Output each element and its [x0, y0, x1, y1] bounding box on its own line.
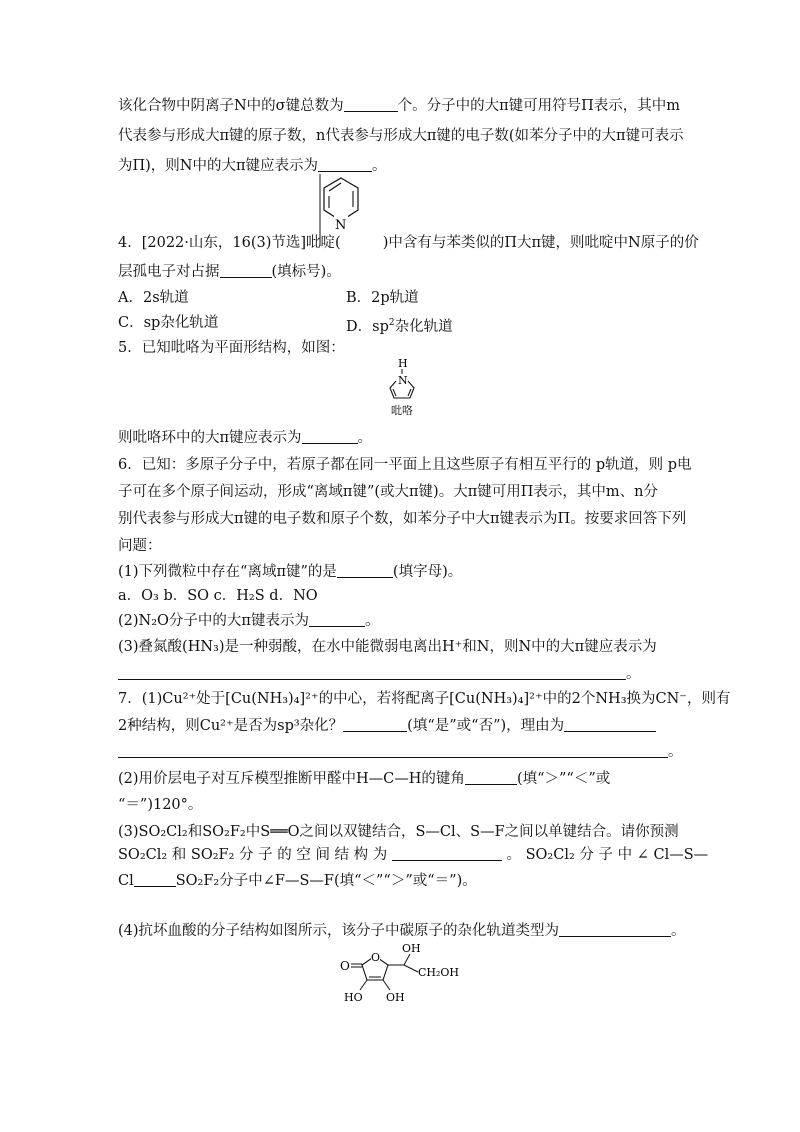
q4-option-a: A．2s轨道	[118, 290, 189, 306]
pyridine-n-label: N	[335, 218, 347, 233]
answer-blank[interactable]	[318, 157, 372, 172]
answer-blank[interactable]	[559, 922, 671, 937]
q4-option-d	[346, 313, 453, 337]
q7-line-3	[118, 742, 683, 762]
q7-text: 2种结构，则Cu²⁺是否为sp³杂化？	[118, 718, 344, 734]
q4-option-d-text: 杂化轨道	[394, 318, 453, 335]
q7-sub-3-line-1: (3)SO₂Cl₂和SO₂F₂中S══O之间以双键结合，S—Cl、S—F之间以单键结合。请你预测	[118, 824, 679, 840]
q4-text: 层孤电子对占据	[118, 264, 220, 280]
q4-option-b: B．2p轨道	[346, 290, 419, 306]
answer-blank[interactable]	[344, 97, 398, 112]
q6-text: 。	[364, 613, 380, 629]
q4-text: 4．[2022·山东，16(3)节选]吡啶(	[118, 235, 341, 251]
q5-line-2	[118, 428, 372, 448]
q5-line-1: 5．已知吡咯为平面形结构，如图：	[118, 340, 345, 356]
answer-blank[interactable]	[220, 263, 272, 278]
q6-sub-2	[118, 611, 379, 631]
ascorbic-acid-structure	[338, 942, 468, 1008]
q6-choices: a．O₃ b．SO c．H₂S d．NO	[118, 588, 318, 604]
pyrrole-h-label: H	[398, 357, 408, 370]
q6-line-4: 问题：	[118, 538, 162, 554]
ascorbic-carbonyl-o: O	[340, 959, 350, 973]
q3-line-1	[118, 96, 680, 116]
q7-text: (4)抗坏血酸的分子结构如图所示，该分子中碳原子的杂化轨道类型为	[118, 923, 560, 939]
q6-line-1: 6．已知：多原子分子中，若原子都在同一平面上且这些原子有相互平行的 p轨道，则 p电	[118, 457, 692, 473]
q7-text: 。	[668, 744, 683, 760]
q3-text: 。	[372, 158, 387, 174]
pyrrole-n-label: N	[398, 374, 408, 387]
q6-sub-1	[118, 562, 462, 582]
ascorbic-bond	[404, 965, 418, 972]
answer-blank[interactable]	[343, 717, 407, 732]
q7-sub-3-line-3	[118, 871, 477, 891]
q6-text: 。	[626, 666, 641, 682]
pyrrole-double-bond	[408, 389, 411, 396]
ascorbic-ring-o: O	[371, 951, 381, 964]
q4-option-d-sup: 2	[388, 318, 395, 328]
q6-line-3: 别代表参与形成大π键的电子数和原子个数，如苯分子中大π键表示为Π。按要求回答下列	[118, 511, 687, 527]
q7-text: (2)用价层电子对互斥模型推断甲醛中H—C—H的键角	[118, 771, 465, 787]
q4-text: (填标号)。	[271, 264, 341, 280]
answer-blank[interactable]	[309, 612, 365, 627]
q7-sub-3-line-2	[118, 845, 708, 865]
q6-text: (2)N₂O分子中的大π键表示为	[118, 613, 309, 629]
q7-sub-2	[118, 769, 610, 789]
ascorbic-ch2oh: CH₂OH	[418, 966, 460, 979]
q7-line-2	[118, 716, 656, 736]
q5-text: 。	[357, 430, 373, 446]
answer-blank[interactable]	[465, 770, 517, 785]
ascorbic-ho-left: HO	[344, 991, 363, 1004]
answer-blank[interactable]	[134, 872, 176, 887]
q3-text: 该化合物中阴离子N中的σ键总数为	[118, 98, 344, 114]
q7-text: (填“＞”“＜”或	[516, 771, 611, 787]
q4-option-c: C．sp杂化轨道	[118, 315, 219, 331]
q7-text: SO₂Cl₂ 和 SO₂F₂ 分 子 的 空 间 结 构 为	[118, 847, 388, 863]
answer-blank[interactable]	[392, 846, 502, 861]
q4-text: )中含有与苯类似的Π大π键，则吡啶中N原子的价	[382, 235, 699, 251]
q3-text: 为Π)，则N中的大π键应表示为	[118, 158, 319, 174]
q4-line-2	[118, 262, 341, 282]
ascorbic-bond	[404, 954, 410, 965]
q7-text: SO₂F₂分子中∠F—S—F(填“＜”“＞”或“＝”)。	[175, 873, 477, 889]
q7-text: 。	[671, 923, 686, 939]
answer-blank[interactable]	[337, 563, 393, 578]
q6-text: (1)下列微粒中存在“离域π键”的是	[118, 564, 337, 580]
ascorbic-bond	[360, 980, 367, 990]
q6-text: (填字母)。	[392, 564, 463, 580]
ascorbic-bond	[383, 980, 390, 990]
pyrrole-double-bond	[393, 389, 396, 396]
q7-sub-4	[118, 921, 686, 941]
q7-text: Cl	[118, 873, 134, 889]
q7-text: 。 SO₂Cl₂ 分 子 中 ∠ Cl—S—	[506, 847, 709, 863]
answer-blank[interactable]	[564, 717, 656, 732]
pyrrole-caption: 吡咯	[391, 404, 413, 417]
ascorbic-oh-right: OH	[386, 991, 405, 1004]
answer-blank[interactable]	[118, 665, 626, 680]
q7-text: (填“是”或“否”)，理由为	[407, 718, 565, 734]
answer-blank[interactable]	[302, 429, 358, 444]
q6-sub-3-blank	[118, 664, 641, 684]
q4-line-1	[118, 233, 699, 253]
q4-option-d-text: D．sp	[346, 318, 389, 335]
q6-line-2: 子可在多个原子间运动，形成“离域π键”(或大π键)。大π键可用Π表示，其中m、n分	[118, 484, 658, 500]
q6-sub-3: (3)叠氮酸(HN₃)是一种弱酸，在水中能微弱电离出H⁺和N，则N中的大π键应表示为	[118, 639, 657, 655]
q3-line-2: 代表参与形成大π键的原子数，n代表参与形成大π键的电子数(如苯分子中的大π键可表示	[118, 128, 684, 144]
q3-text: 个。分子中的大π键可用符号Π表示，其中m	[397, 98, 681, 114]
answer-blank[interactable]	[118, 743, 668, 758]
q7-line-1: 7．(1)Cu²⁺处于[Cu(NH₃)₄]²⁺的中心，若将配离子[Cu(NH₃)₄]²⁺中的2个NH₃换为CN⁻，则有	[118, 691, 731, 707]
q7-sub-2-cont: “＝”)120°。	[118, 797, 203, 813]
pyridine-structure	[318, 172, 364, 250]
pyrrole-structure	[384, 356, 424, 420]
ascorbic-oh-top: OH	[402, 942, 421, 955]
q5-text: 则吡咯环中的大π键应表示为	[118, 430, 302, 446]
